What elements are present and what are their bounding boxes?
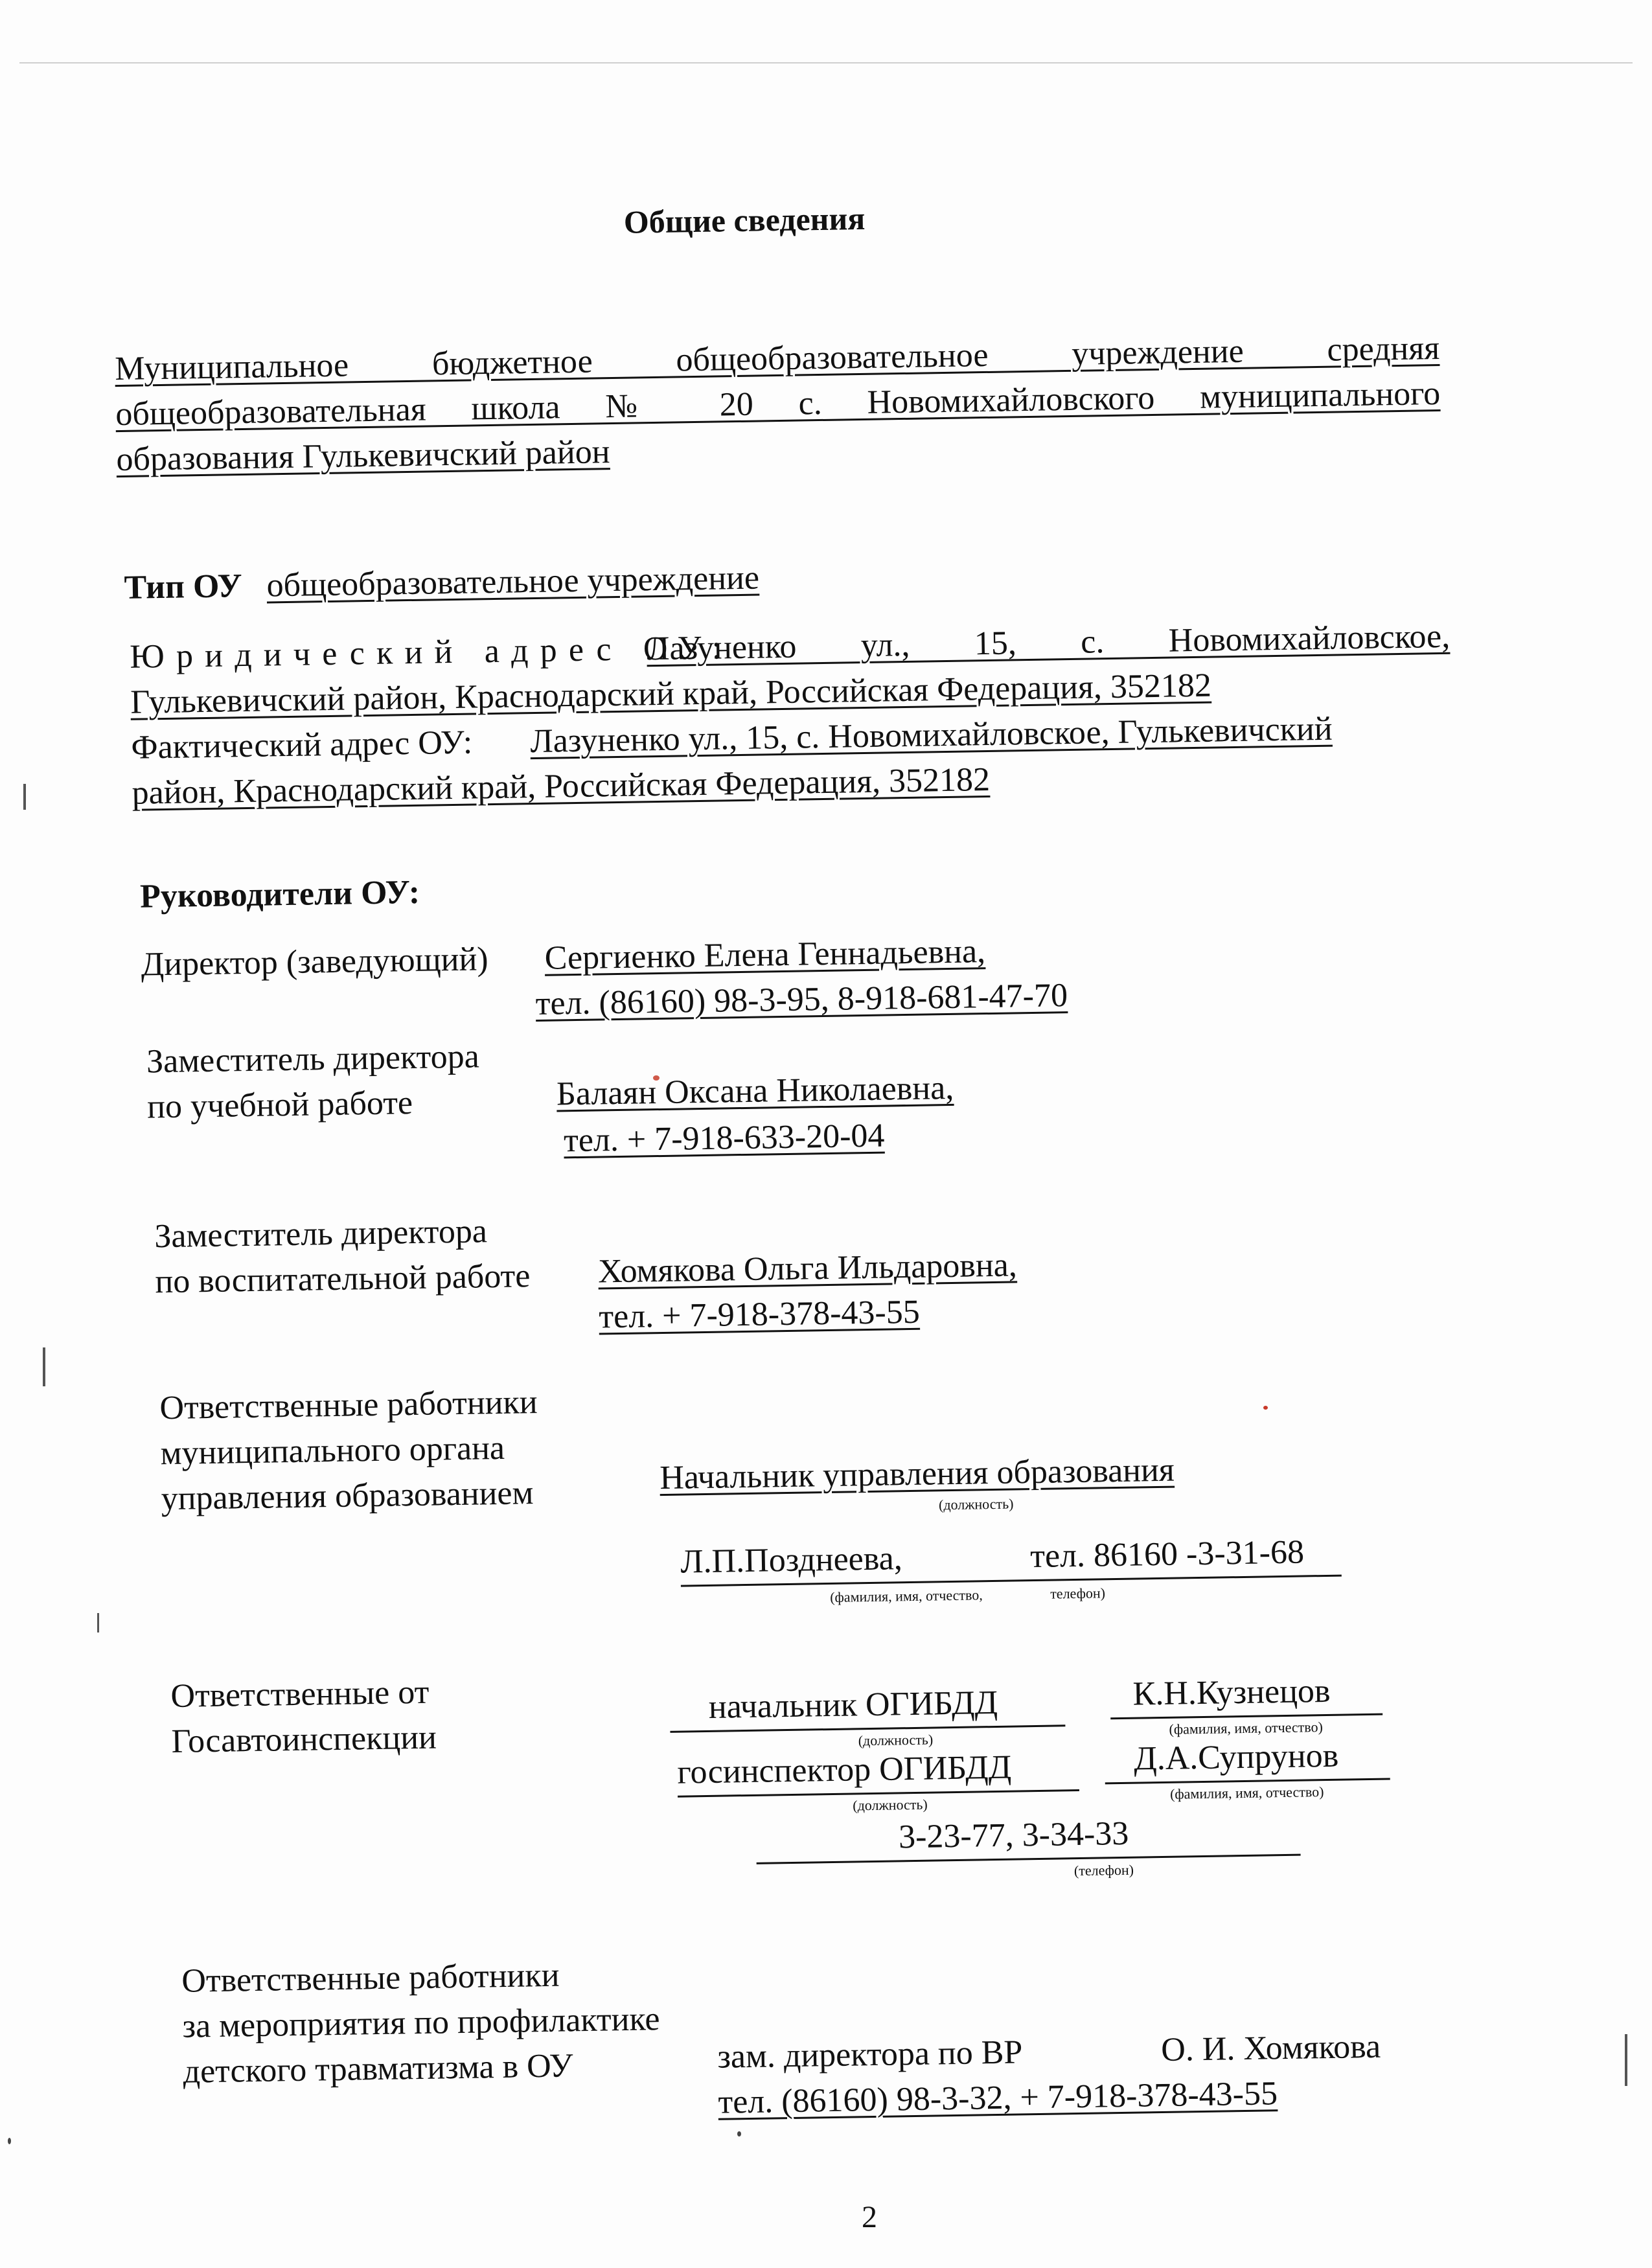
actual-address-line-2: район, Краснодарский край, Российская Федерация, 352182 [132,761,991,812]
traffic-police-pos-1-caption: (должность) [858,1731,934,1749]
injury-prevention-label-2: за мероприятия по профилактике [182,2000,660,2045]
deputy-upbringing-label-1: Заместитель директора [154,1213,488,1255]
legal-address-label [129,628,733,679]
legal-address-line-2: Гулькевичский район, Краснодарский край, Российская Федерация, 352182 [130,667,1212,721]
traffic-police-phones: 3-23-77, 3-34-33 [898,1815,1129,1856]
legal-address-label-text: Юридический адрес ОУ: [129,629,733,676]
deputy-upbringing-name: Хомякова Ольга Ильдаровна, [597,1246,1018,1290]
municipal-phone: тел. 86160 -3-31-68 [1029,1533,1305,1575]
org-name-line-1: Муниципальное бюджетное общеобразовательное учреждение средняя [114,329,1440,388]
municipal-phone-caption: телефон) [1050,1585,1106,1602]
injury-prevention-label-1: Ответственные работники [181,1956,560,2000]
municipal-name-caption: (фамилия, имя, отчество, [830,1586,983,1605]
org-name-line-2: общеобразовательная школа № 20 с. Новомихайловского муниципального [115,374,1441,433]
municipal-label-2: муниципального органа [160,1429,505,1472]
director-label: Директор (заведующий) [141,941,489,983]
deputy-study-label-1: Заместитель директора [146,1038,480,1081]
type-label: Тип ОУ [124,567,243,606]
traffic-police-pos-2: госинспектор ОГИБДД [677,1748,1012,1791]
municipal-name: Л.П.Позднеева, [680,1540,903,1581]
deputy-study-name: Балаян Оксана Николаевна, [556,1069,954,1113]
type-value: общеобразовательное учреждение [266,559,760,604]
injury-prevention-position: зам. директора по ВР [717,2033,1023,2076]
org-name-line-3: образования Гулькевичский район [116,433,610,479]
speck [8,2138,11,2144]
deputy-upbringing-label-2: по воспитательной работе [155,1257,531,1301]
deputy-study-label-2: по учебной работе [146,1084,413,1126]
traffic-police-label-1: Ответственные от [170,1673,430,1715]
actual-address-line-1: Лазуненко ул., 15, с. Новомихайловское, Гулькевичский [529,710,1333,761]
director-phone: тел. (86160) 98-3-95, 8-918-681-47-70 [535,977,1068,1023]
injury-prevention-phone: тел. (86160) 98-3-32, + 7-918-378-43-55 [718,2075,1278,2121]
legal-address-line-1: Лазуненко ул., 15, с. Новомихайловское, [646,617,1451,668]
municipal-label-3: управления образованием [161,1474,534,1518]
deputy-study-phone: тел. + 7-918-633-20-04 [563,1117,885,1160]
deputy-upbringing-phone: тел. + 7-918-378-43-55 [598,1293,921,1336]
director-name: Сергиенко Елена Геннадьевна, [544,933,986,977]
traffic-police-name-2-caption: (фамилия, имя, отчество) [1169,1783,1324,1802]
municipal-position: Начальник управления образования [659,1451,1175,1497]
injury-prevention-name: О. И. Хомякова [1160,2028,1381,2069]
page-title: Общие сведения [623,200,866,240]
municipal-position-caption: (должность) [938,1495,1014,1513]
injury-prevention-label-3: детского травматизма в ОУ [183,2047,574,2090]
traffic-police-label-2: Госавтоинспекции [171,1719,437,1760]
traffic-police-phones-caption: (телефон) [1073,1861,1134,1879]
leaders-heading: Руководители ОУ: [139,873,420,915]
page-number: 2 [862,2200,877,2234]
traffic-police-pos-1: начальник ОГИБДД [708,1684,998,1726]
traffic-police-pos-2-caption: (должность) [853,1796,928,1814]
traffic-police-name-2: Д.А.Супрунов [1133,1737,1339,1778]
traffic-police-name-1: К.Н.Кузнецов [1132,1672,1331,1713]
actual-address-label: Фактический адрес ОУ: [131,724,473,766]
traffic-police-name-1-caption: (фамилия, имя, отчество) [1169,1719,1324,1737]
municipal-label-1: Ответственные работники [159,1384,538,1427]
